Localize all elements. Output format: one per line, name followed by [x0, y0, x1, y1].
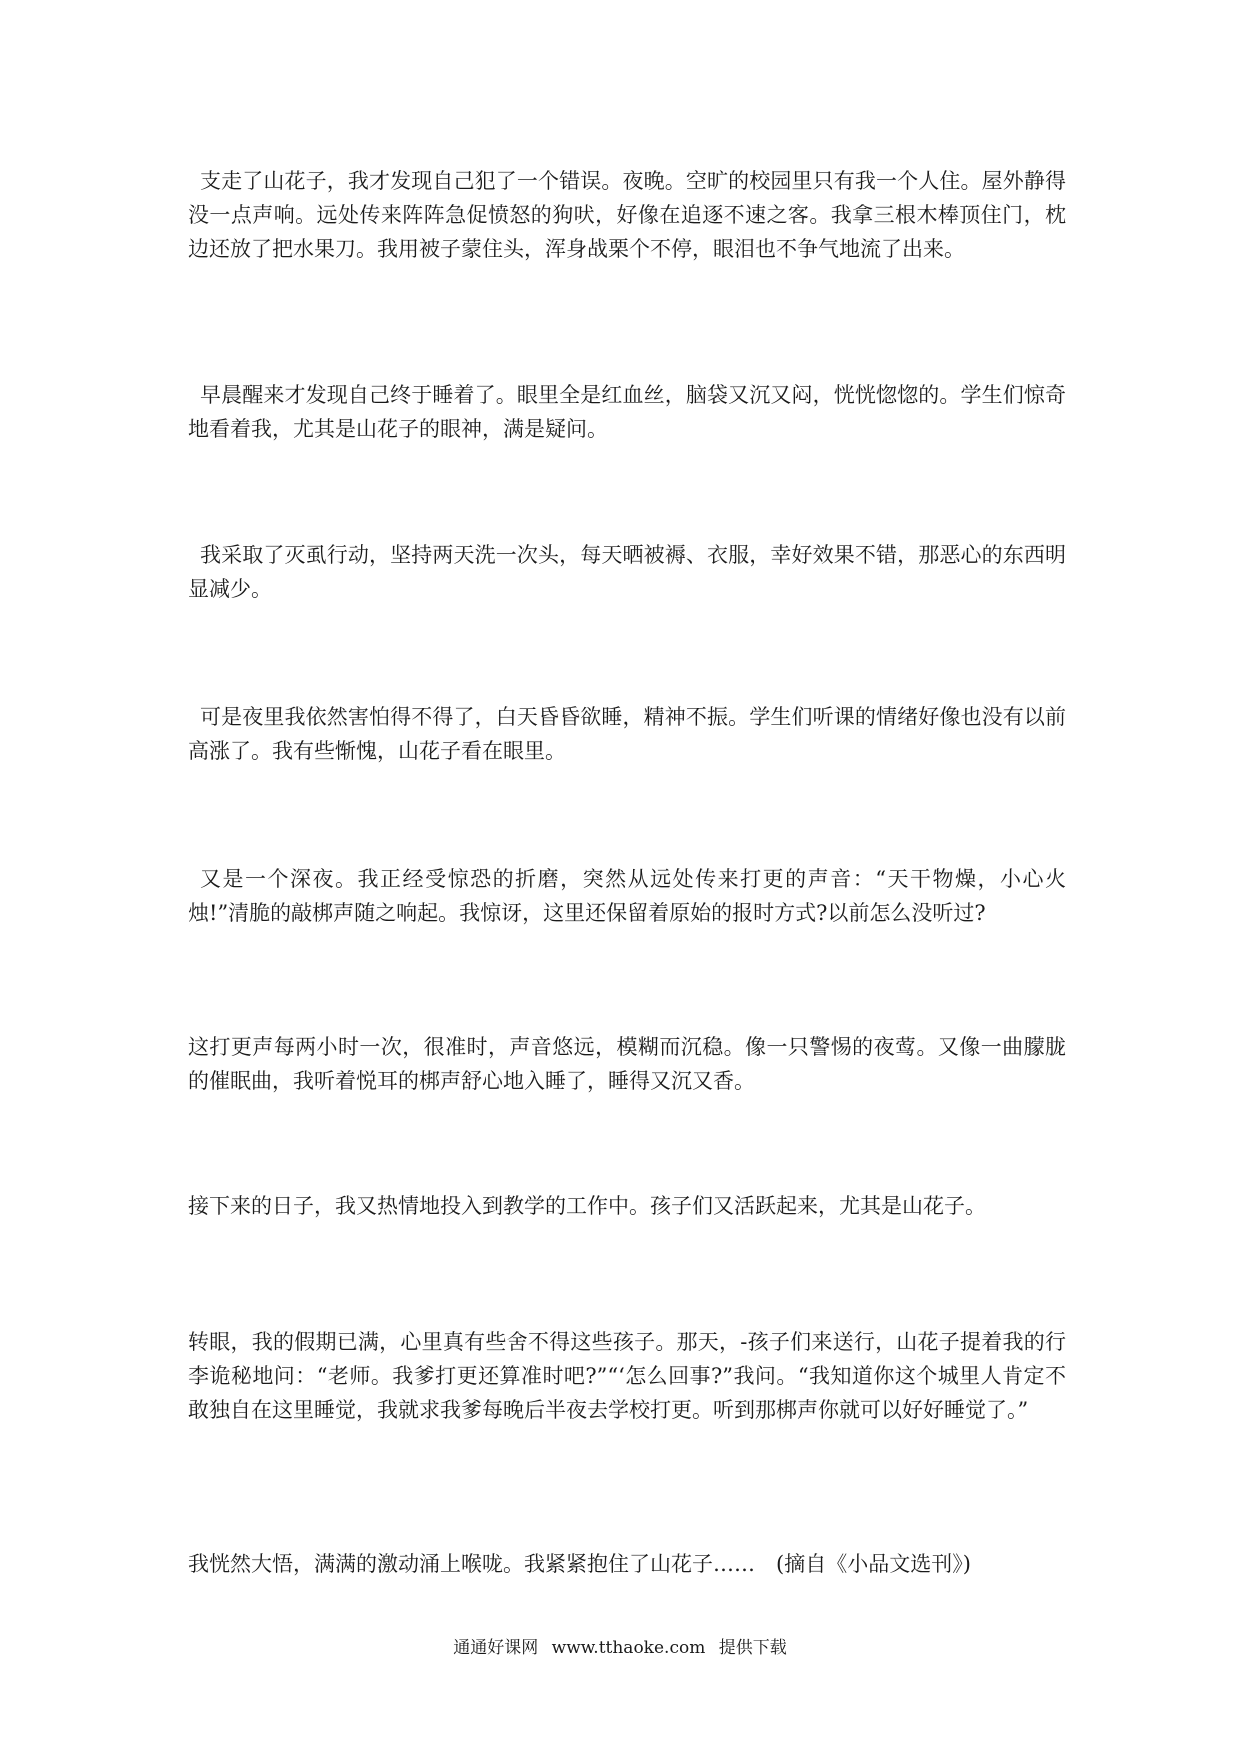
- paragraph-8: 转眼，我的假期已满，心里真有些舍不得这些孩子。那天，-孩子们来送行，山花子提着我的行李诡秘地问：“老师。我爹打更还算准时吧?”“‘怎么回事?”我问。“我知道你这个城里人肯定不敢独自在这里睡觉，我就求我爹每晚后半夜去学校打更。听到那梆声你就可以好好睡觉了。”: [188, 1330, 1066, 1422]
- paragraph-7: 接下来的日子，我又热情地投入到教学的工作中。孩子们又活跃起来，尤其是山花子。: [188, 1194, 986, 1218]
- paragraph-2: 早晨醒来才发现自己终于睡着了。眼里全是红血丝，脑袋又沉又闷，恍恍惚惚的。学生们惊奇地看着我，尤其是山花子的眼神，满是疑问。: [188, 383, 1066, 441]
- footer-url: www.tthaoke.com: [551, 1638, 706, 1658]
- page-footer: [0, 1636, 1240, 1660]
- footer-site-name: 通通好课网: [453, 1638, 539, 1658]
- paragraph-9: 我恍然大悟，满满的激动涌上喉咙。我紧紧抱住了山花子…… (摘自《小品文选刊》): [188, 1552, 971, 1576]
- paragraph-1: 支走了山花子，我才发现自己犯了一个错误。夜晚。空旷的校园里只有我一个人住。屋外静得没一点声响。远处传来阵阵急促愤怒的狗吠，好像在追逐不速之客。我拿三根木棒顶住门，枕边还放了把水果刀。我用被子蒙住头，浑身战栗个不停，眼泪也不争气地流了出来。: [188, 169, 1066, 261]
- paragraph-4: 可是夜里我依然害怕得不得了，白天昏昏欲睡，精神不振。学生们听课的情绪好像也没有以前高涨了。我有些惭愧，山花子看在眼里。: [188, 705, 1066, 763]
- paragraph-6: 这打更声每两小时一次，很准时，声音悠远，模糊而沉稳。像一只警惕的夜莺。又像一曲朦胧的催眠曲，我听着悦耳的梆声舒心地入睡了，睡得又沉又香。: [188, 1035, 1066, 1093]
- footer-suffix: 提供下载: [718, 1638, 787, 1658]
- paragraph-5: 又是一个深夜。我正经受惊恐的折磨，突然从远处传来打更的声音：“天干物燥，小心火烛!”清脆的敲梆声随之响起。我惊讶，这里还保留着原始的报时方式?以前怎么没听过?: [188, 867, 1066, 925]
- paragraph-3: 我采取了灭虱行动，坚持两天洗一次头，每天晒被褥、衣服，幸好效果不错，那恶心的东西明显减少。: [188, 543, 1066, 601]
